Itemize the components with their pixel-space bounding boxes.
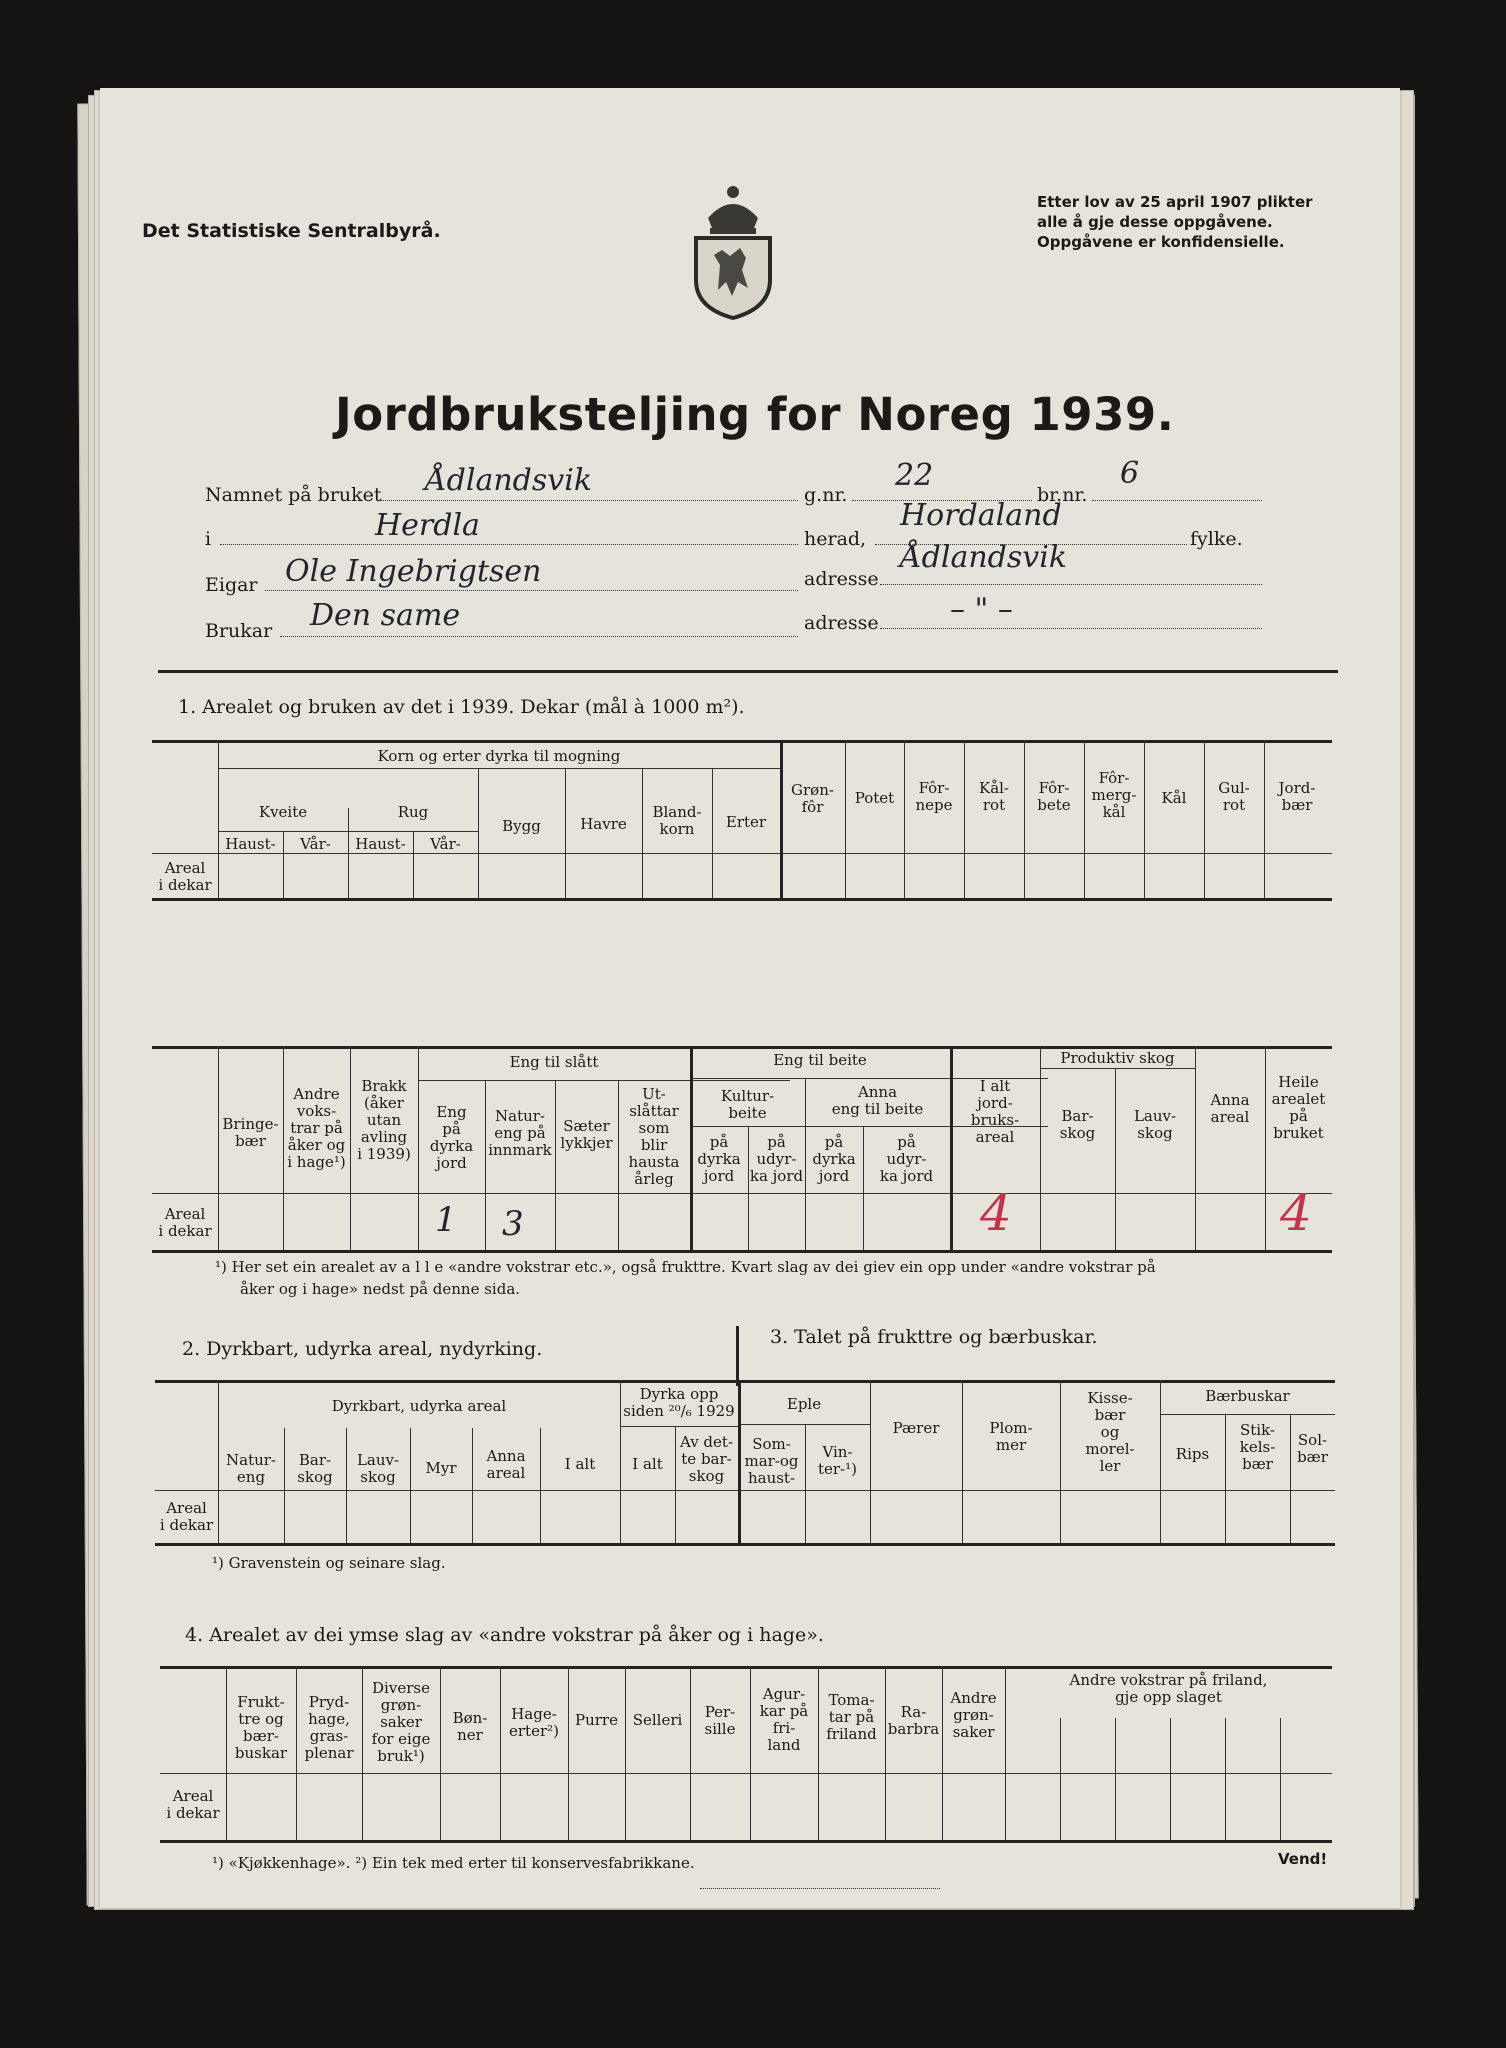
s2-i-alt: I alt	[564, 1455, 596, 1473]
s1t2-bottom	[152, 1250, 1332, 1253]
dyrkbart-header: Dyrkbart, udyrka areal	[331, 1397, 507, 1415]
s1-korn-sub	[218, 768, 780, 769]
heile-arealet-header: Heile arealet på bruket	[1271, 1073, 1326, 1142]
dyrka-opp-header: Dyrka opp siden ²⁰/₆ 1929	[623, 1385, 735, 1420]
turn-over-note: Vend!	[1278, 1850, 1328, 1868]
s4-table-top	[160, 1666, 1332, 1669]
jordbaer-header: Jord- bær	[1278, 779, 1316, 814]
legal-line-2: alle å gje desse oppgåvene.	[1037, 213, 1273, 231]
s4-diverse: Diverse grøn- saker for eige bruk¹)	[371, 1679, 431, 1765]
s2-lauvskog: Lauv- skog	[356, 1451, 400, 1486]
user-value: Den same	[310, 598, 461, 633]
utslattar-header: Ut- slåttar som blir hausta årleg	[628, 1085, 680, 1188]
s3-stikkelsbaer: Stik- kels- bær	[1239, 1421, 1276, 1473]
section4-title: 4. Arealet av dei ymse slag av «andre vokstrar på åker og i hage».	[185, 1624, 824, 1646]
section2-title: 2. Dyrkbart, udyrka areal, nydyrking.	[182, 1338, 543, 1360]
s3-paerer: Pærer	[892, 1419, 940, 1437]
user-address-label: adresse	[804, 612, 879, 634]
kalrot-header: Kål- rot	[978, 779, 1009, 814]
kultur-pa-udyrka: på udyr- ka jord	[749, 1133, 804, 1185]
user-line	[280, 636, 798, 637]
s3-baerbuskar: Bærbuskar	[1205, 1387, 1290, 1405]
gronfor-header: Grøn- fôr	[791, 781, 834, 816]
s1-row-label: Areal i dekar	[158, 859, 212, 894]
bnr-line	[1092, 500, 1262, 501]
eng-dyrka-value: 1	[435, 1200, 457, 1240]
user-address-value: – " –	[950, 592, 1013, 627]
s2-myr: Myr	[425, 1459, 457, 1477]
s3-rips: Rips	[1175, 1445, 1210, 1463]
barskog-header: Bar- skog	[1059, 1107, 1096, 1142]
herad-label: herad,	[804, 528, 867, 550]
section3-title: 3. Talet på frukttre og bærbuskar.	[770, 1326, 1098, 1348]
identity-separator	[158, 670, 1338, 673]
bnr-value: 6	[1120, 456, 1140, 491]
s2-table-bottom	[155, 1543, 1335, 1546]
owner-label: Eigar	[205, 574, 258, 596]
rug-header: Rug	[397, 803, 429, 821]
s3-eple: Eple	[786, 1395, 822, 1413]
anna-pa-udyrka: på udyr- ka jord	[879, 1133, 934, 1185]
owner-address-label: adresse	[804, 568, 879, 590]
s4-agurkar: Agur- kar på fri- land	[759, 1685, 809, 1754]
form-title: Jordbruksteljing for Noreg 1939.	[335, 388, 1175, 441]
owner-address-value: Ådlandsvik	[900, 540, 1067, 575]
bnr-label: br.nr.	[1037, 484, 1088, 506]
legal-line-3: Oppgåvene er konfidensielle.	[1037, 233, 1285, 251]
erter-header: Erter	[725, 813, 767, 831]
s3-plommer: Plom- mer	[989, 1419, 1033, 1454]
natureng-header: Natur- eng på innmark	[488, 1107, 552, 1159]
s1t1-header-bottom	[152, 853, 1332, 854]
s1-footnote-1: ¹) Her set ein arealet av a l l e «andre vokstrar etc.», også frukttre. Kvart slag av dei giev ein opp under «andre vokstrar på	[215, 1258, 1156, 1276]
in-label: i	[205, 528, 212, 550]
census-form-page	[100, 88, 1400, 1908]
s2-footnote: ¹) Gravenstein og seinare slag.	[212, 1554, 446, 1572]
kultur-pa-dyrka: på dyrka jord	[697, 1133, 741, 1185]
eng-dyrka-header: Eng på dyrka jord	[429, 1103, 474, 1172]
legal-line-1: Etter lov av 25 april 1907 plikter	[1037, 193, 1313, 211]
s2-barskog: Bar- skog	[297, 1451, 333, 1486]
rug-haust: Haust-	[355, 835, 406, 853]
s4-footnote: ¹) «Kjøkkenhage». ²) Ein tek med erter til konservesfabrikkane.	[212, 1854, 695, 1872]
potet-header: Potet	[854, 789, 895, 807]
gulrot-header: Gul- rot	[1218, 779, 1250, 814]
office-name: Det Statistiske Sentralbyrå.	[142, 220, 441, 242]
coat-of-arms-icon	[688, 170, 778, 320]
s4-selleri: Selleri	[632, 1711, 683, 1729]
s3-kissebaer: Kisse- bær og morel- ler	[1085, 1389, 1135, 1475]
s4-andre-gronsaker: Andre grøn- saker	[950, 1689, 997, 1741]
s4-prydhage: Pryd- hage, gras- plenar	[304, 1693, 354, 1762]
s4-table-bottom	[160, 1840, 1332, 1843]
anna-pa-dyrka: på dyrka jord	[812, 1133, 856, 1185]
eng-beite-header: Eng til beite	[773, 1051, 867, 1069]
rug-vaar: Vår-	[430, 835, 461, 853]
gnr-label: g.nr.	[804, 484, 848, 506]
s4-andre-friland: Andre vokstrar på friland, gje opp slaget	[1069, 1671, 1268, 1706]
eng-slatt-header: Eng til slått	[509, 1053, 599, 1071]
bringebaer-header: Bringe- bær	[222, 1115, 279, 1150]
s4-hageerter: Hage- erter²)	[509, 1705, 559, 1740]
natureng-value: 3	[502, 1204, 524, 1244]
formergkal-header: Fôr- merg- kål	[1091, 769, 1137, 821]
s2-row-label: Areal i dekar	[159, 1499, 214, 1534]
korn-header: Korn og erter dyrka til mogning	[377, 747, 621, 765]
forbete-header: Fôr- bete	[1037, 779, 1071, 814]
s4-bonner: Bøn- ner	[452, 1709, 488, 1744]
blandkorn-header: Bland- korn	[652, 803, 702, 838]
s1-footnote-2: åker og i hage» nedst på denne sida.	[240, 1280, 521, 1298]
gnr-value: 22	[895, 458, 934, 493]
s4-purre: Purre	[575, 1711, 618, 1729]
section1-title: 1. Arealet og bruken av det i 1939. Dekar (mål à 1000 m²).	[178, 696, 745, 718]
farm-name-label: Namnet på bruket	[205, 484, 382, 506]
kveite-haust: Haust-	[225, 835, 276, 853]
fornepe-header: Fôr- nepe	[915, 779, 953, 814]
saeter-header: Sæter lykkjer	[560, 1117, 613, 1152]
anna-areal-header: Anna areal	[1210, 1091, 1250, 1126]
kveite-vaar: Vår-	[300, 835, 331, 853]
s3-solbaer: Sol- bær	[1297, 1431, 1328, 1466]
havre-header: Havre	[580, 815, 627, 833]
s4-tomatar: Toma- tar på friland	[826, 1691, 877, 1743]
heile-arealet-value: 4	[1280, 1184, 1312, 1242]
s1t1-bottom	[152, 898, 1332, 901]
produktiv-skog-header: Produktiv skog	[1060, 1049, 1175, 1067]
owner-address-line	[880, 584, 1262, 585]
brakk-header: Brakk (åker utan avling i 1939)	[357, 1077, 411, 1163]
s3-sommar: Som- mar-og haust-	[744, 1435, 799, 1487]
s4-frukttre: Frukt- tre og bær- buskar	[234, 1693, 288, 1762]
s2-av-dette: Av det- te bar- skog	[679, 1433, 734, 1485]
s4-rabarbra: Ra- barbra	[887, 1703, 940, 1738]
lauvskog-header: Lauv- skog	[1133, 1107, 1177, 1142]
s2-anna-areal: Anna areal	[486, 1447, 526, 1482]
s1t2-header-bottom	[152, 1193, 1332, 1194]
herad-line	[220, 544, 798, 545]
user-label: Brukar	[205, 620, 273, 642]
s4-row-label: Areal i dekar	[166, 1787, 220, 1822]
legal-notice	[1037, 192, 1313, 252]
s2-dyrka-i-alt: I alt	[632, 1455, 663, 1473]
s2-natureng: Natur- eng	[226, 1451, 276, 1486]
s1t2-row-label: Areal i dekar	[158, 1205, 212, 1240]
kal-header: Kål	[1161, 789, 1187, 807]
s1t1-top	[152, 740, 1332, 743]
farm-name-line	[378, 500, 798, 501]
s4-persille: Per- sille	[704, 1703, 736, 1738]
i-alt-value: 4	[980, 1184, 1012, 1242]
kulturbeite-header: Kultur- beite	[720, 1087, 775, 1122]
farm-name-value: Ådlandsvik	[425, 463, 592, 498]
bygg-header: Bygg	[502, 817, 541, 835]
anna-eng-beite-header: Anna eng til beite	[831, 1083, 924, 1118]
owner-value: Ole Ingebrigtsen	[285, 554, 542, 589]
fylke-value: Hordaland	[900, 498, 1062, 533]
fylke-label: fylke.	[1190, 528, 1243, 550]
user-address-line	[880, 628, 1262, 629]
kveite-header: Kveite	[258, 803, 308, 821]
herad-value: Herdla	[375, 508, 480, 543]
i-alt-jordbruk-header: I alt jord- bruks- areal	[970, 1077, 1020, 1146]
andre-vokstrar-header: Andre voks- trar på åker og i hage¹)	[287, 1085, 346, 1171]
owner-line	[265, 590, 798, 591]
s2-table-top	[155, 1380, 1335, 1383]
s3-vinter: Vin- ter-¹)	[817, 1443, 857, 1478]
